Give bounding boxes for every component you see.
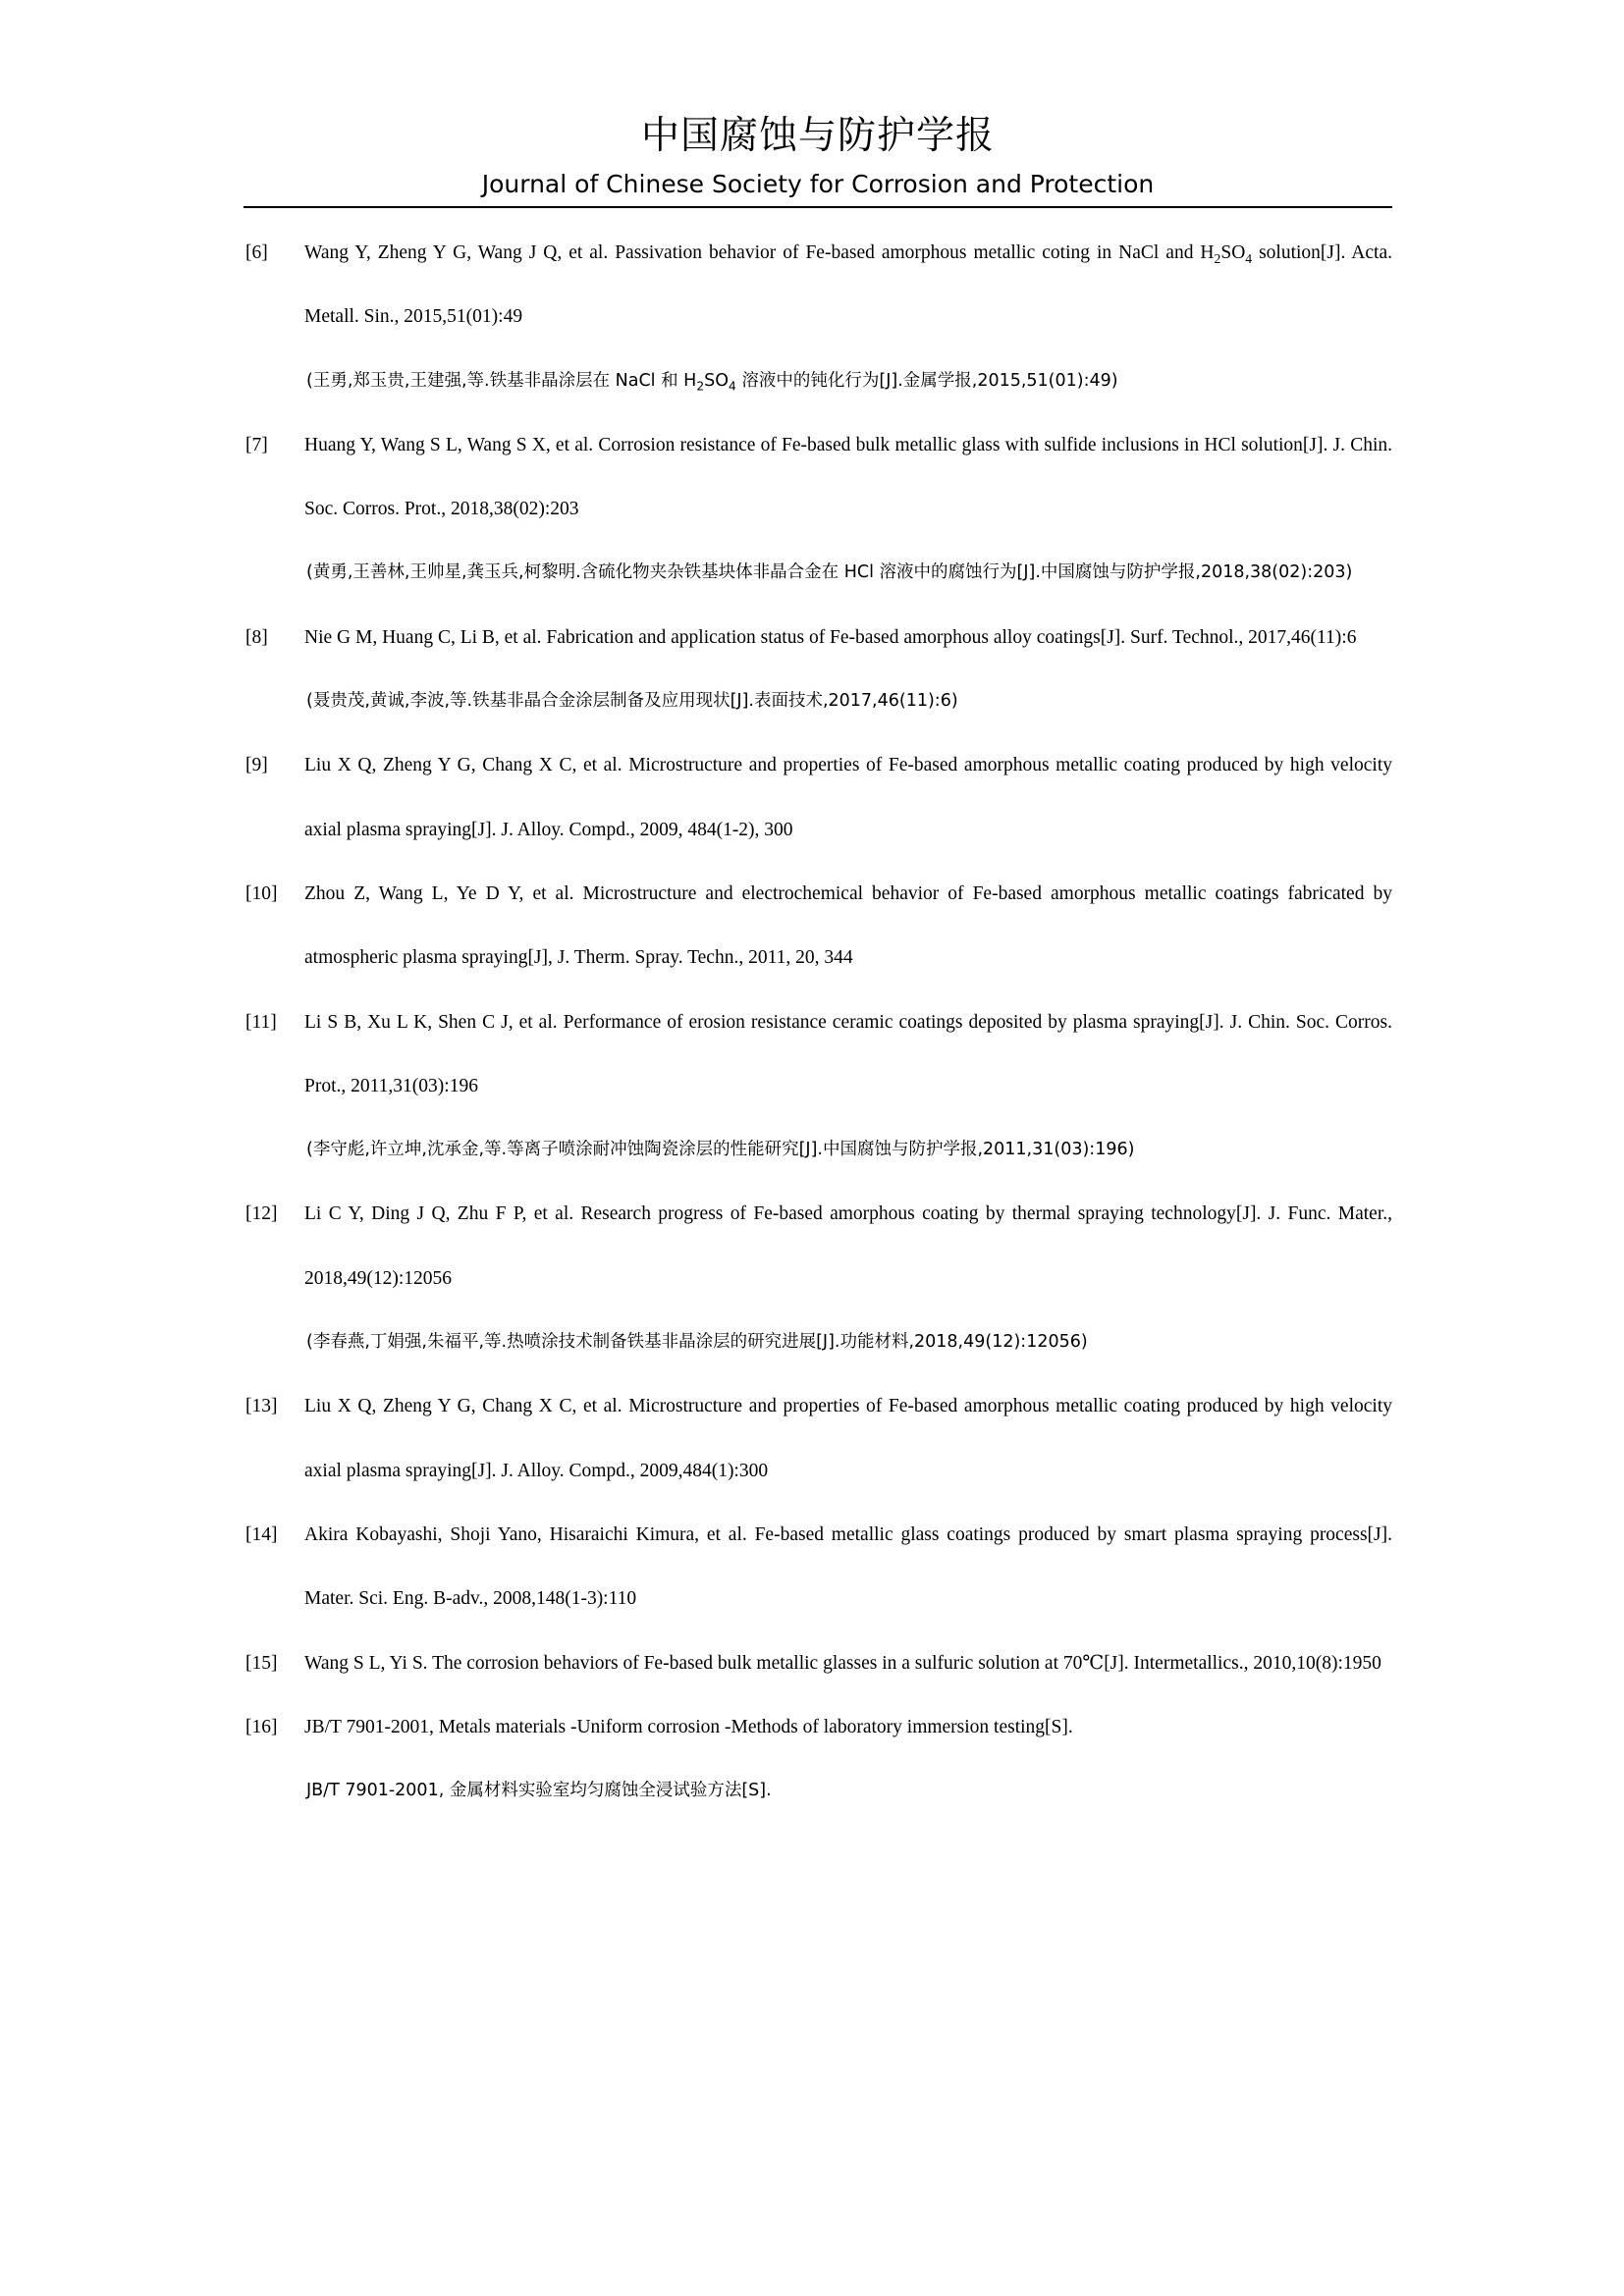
reference-number: [13] [245,1396,278,1417]
reference-list [245,221,1392,1823]
reference-item [245,606,1392,734]
reference-chinese: (王勇,郑玉贵,王建强,等.铁基非晶涂层在 NaCl 和 $H_2SO_4$ 溶液中的钝化行为[J].金属学报,2015,51(01):49) [306,370,1118,394]
reference-number: [10] [245,882,278,904]
reference-number: [15] [245,1652,278,1674]
reference-english: Liu X Q, Zheng Y G, Chang X C, et al. Microstructure and properties of Fe-based amorphous metallic coating produced by high velocity axial plasma spraying[J]. J. Alloy. Compd., 2009, 484(1-2), 300 [304,755,1392,840]
reference-item [245,413,1392,606]
reference-number: [9] [245,755,268,776]
reference-body [304,606,1392,734]
reference-body [304,1182,1392,1374]
journal-title-english: Journal of Chinese Society for Corrosion and Protection [481,170,1155,198]
reference-english: Zhou Z, Wang L, Ye D Y, et al. Microstructure and electrochemical behavior of Fe-based amorphous metallic coatings fabricated by atmospheric plasma spraying[J], J. Therm. Spray. Techn., 2011, 20, 344 [304,882,1392,969]
reference-number: [8] [245,626,268,648]
reference-english: Wang Y, Zheng Y G, Wang J Q, et al. Passivation behavior of Fe-based amorphous metallic coting in NaCl and $H_2SO_4$ solution[J]. Acta. Metall. Sin., 2015,51(01):49 [304,242,1392,328]
reference-number: [11] [245,1011,277,1033]
journal-title-chinese: 中国腐蚀与防护学报 [640,114,995,158]
reference-english: Liu X Q, Zheng Y G, Chang X C, et al. Microstructure and properties of Fe-based amorphous metallic coating produced by high velocity axial plasma spraying[J]. J. Alloy. Compd., 2009,484(1):300 [304,1396,1392,1481]
reference-english: Wang S L, Yi S. The corrosion behaviors of Fe-based bulk metallic glasses in a sulfuric solution at 70℃[J]. Intermetallics., 2010,10(8):1950 [304,1652,1381,1674]
reference-chinese: (李春燕,丁娟强,朱福平,等.热喷涂技术制备铁基非晶涂层的研究进展[J].功能材料,2018,49(12):12056) [306,1332,1088,1353]
reference-chinese: (李守彪,许立坤,沈承金,等.等离子喷涂耐冲蚀陶瓷涂层的性能研究[J].中国腐蚀与防护学报,2011,31(03):196) [306,1140,1135,1160]
reference-body [304,1631,1392,1695]
reference-english: Li S B, Xu L K, Shen C J, et al. Performance of erosion resistance ceramic coatings deposited by plasma spraying[J]. J. Chin. Soc. Corros. Prot., 2011,31(03):196 [304,1011,1392,1096]
reference-number: [6] [245,242,268,263]
reference-item [245,1374,1392,1503]
reference-english: Nie G M, Huang C, Li B, et al. Fabrication and application status of Fe-based amorphous alloy coatings[J]. Surf. Technol., 2017,46(11):6 [304,626,1357,648]
reference-number: [7] [245,434,268,455]
reference-number: [16] [245,1716,278,1737]
reference-body [304,221,1392,413]
reference-item [245,862,1392,990]
reference-chinese: (聂贵茂,黄诚,李波,等.铁基非晶合金涂层制备及应用现状[J].表面技术,2017,46(11):6) [306,691,958,712]
reference-body [304,990,1392,1183]
reference-chinese: (黄勇,王善林,王帅星,龚玉兵,柯黎明.含硫化物夹杂铁基块体非晶合金在 HCl 溶液中的腐蚀行为[J].中国腐蚀与防护学报,2018,38(02):203) [306,562,1353,583]
reference-body [304,862,1392,990]
reference-body [304,1695,1392,1824]
reference-number: [12] [245,1203,278,1225]
reference-body [304,1374,1392,1503]
reference-item [245,1695,1392,1824]
reference-item [245,733,1392,862]
reference-item [245,1631,1392,1695]
reference-english: JB/T 7901-2001, Metals materials -Uniform corrosion -Methods of laboratory immersion testing[S]. [304,1716,1073,1737]
reference-item [245,221,1392,413]
reference-body [304,413,1392,606]
reference-number: [14] [245,1523,278,1545]
reference-english: Li C Y, Ding J Q, Zhu F P, et al. Research progress of Fe-based amorphous coating by thermal spraying technology[J]. J. Func. Mater., 2018,49(12):12056 [304,1203,1392,1289]
reference-chinese: JB/T 7901-2001, 金属材料实验室均匀腐蚀全浸试验方法[S]. [306,1781,772,1801]
reference-item [245,990,1392,1183]
reference-item [245,1503,1392,1631]
reference-english: Huang Y, Wang S L, Wang S X, et al. Corrosion resistance of Fe-based bulk metallic glass with sulfide inclusions in HCl solution[J]. J. Chin. Soc. Corros. Prot., 2018,38(02):203 [304,434,1392,520]
reference-body [304,1503,1392,1631]
page-header [244,110,1392,202]
reference-item [245,1182,1392,1374]
reference-english: Akira Kobayashi, Shoji Yano, Hisaraichi Kimura, et al. Fe-based metallic glass coatings produced by smart plasma spraying process[J]. Mater. Sci. Eng. B-adv., 2008,148(1-3):110 [304,1523,1392,1610]
header-divider [244,206,1392,208]
reference-body [304,733,1392,862]
